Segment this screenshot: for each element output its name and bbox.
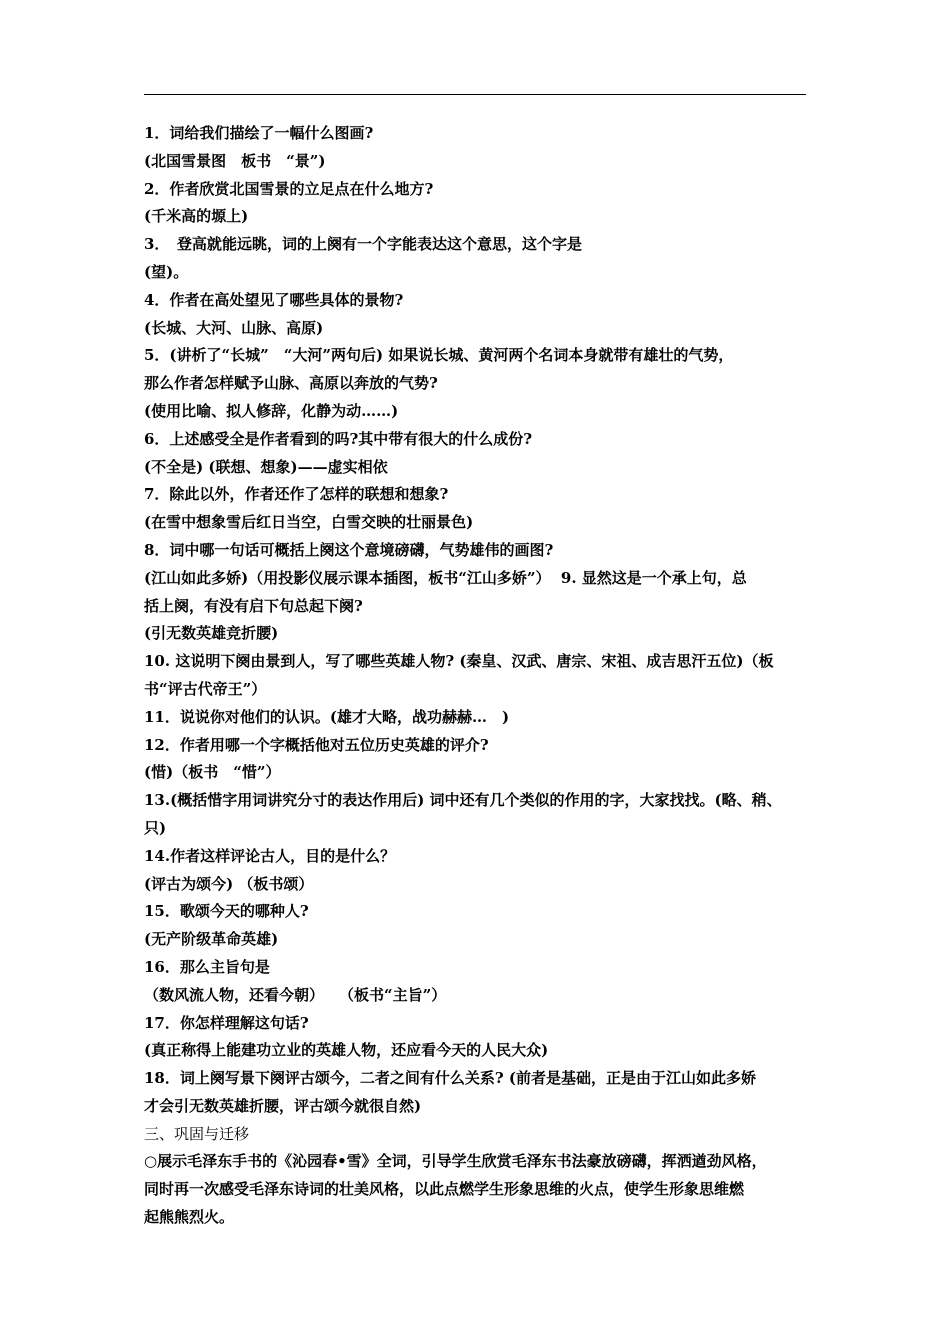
- text-line: (江山如此多娇)（用投影仪展示课本插图，板书“江山多娇”） 9. 显然这是一个承上句，总: [144, 568, 747, 587]
- text-line: (不全是) (联想、想象)——虚实相依: [144, 457, 388, 476]
- text-line: (评古为颂今) （板书颂）: [144, 874, 314, 893]
- text-line: 8．词中哪一句话可概括上阕这个意境磅礴，气势雄伟的画图?: [144, 540, 554, 559]
- text-line: 11．说说你对他们的认识。(雄才大略，战功赫赫… ): [144, 707, 510, 726]
- text-line: 6．上述感受全是作者看到的吗?其中带有很大的什么成份?: [144, 429, 533, 448]
- text-line: (引无数英雄竞折腰): [144, 624, 279, 643]
- text-line: (无产阶级革命英雄): [144, 930, 279, 949]
- text-line: 17．你怎样理解这句话?: [144, 1013, 309, 1032]
- text-line: 12．作者用哪一个字概括他对五位历史英雄的评介?: [144, 735, 489, 754]
- text-line: (长城、大河、山脉、高原): [144, 318, 324, 337]
- text-line: 7．除此以外，作者还作了怎样的联想和想象?: [144, 485, 449, 504]
- text-line: 10. 这说明下阕由景到人，写了哪些英雄人物? (秦皇、汉武、唐宗、宋祖、成吉思汗五位)（板: [144, 652, 774, 671]
- text-line: 书“评古代帝王”）: [144, 679, 267, 698]
- text-line: 三、巩固与迁移: [144, 1124, 250, 1143]
- text-line: 5．(讲析了“长城” “大河”两句后) 如果说长城、黄河两个名词本身就带有雄壮的气势，: [144, 346, 734, 365]
- text-line: 同时再一次感受毛泽东诗词的壮美风格，以此点燃学生形象思维的火点，使学生形象思维燃: [144, 1180, 745, 1199]
- text-line: 那么作者怎样赋予山脉、高原以奔放的气势?: [144, 374, 438, 393]
- text-line: 只): [144, 818, 167, 837]
- text-line: 2．作者欣赏北国雪景的立足点在什么地方?: [144, 179, 434, 198]
- text-line: (真正称得上能建功立业的英雄人物，还应看今天的人民大众): [144, 1041, 549, 1060]
- header-rule: [144, 94, 806, 95]
- text-line: (千米高的塬上): [144, 207, 249, 226]
- text-line: 才会引无数英雄折腰，评古颂今就很自然): [144, 1096, 422, 1115]
- text-line: 起熊熊烈火。: [144, 1208, 235, 1227]
- text-line: 13.(概括惜字用词讲究分寸的表达作用后) 词中还有几个类似的作用的字，大家找找。(略、稍、: [144, 791, 782, 810]
- text-line: 括上阕，有没有启下句总起下阕?: [144, 596, 363, 615]
- document-body: [144, 120, 824, 1232]
- text-line: 15．歌颂今天的哪种人?: [144, 902, 309, 921]
- text-line: 14.作者这样评论古人，目的是什么？: [144, 846, 396, 865]
- text-line: (在雪中想象雪后红日当空，白雪交映的壮丽景色): [144, 513, 474, 532]
- text-line: (惜)（板书 “惜”）: [144, 763, 281, 782]
- text-line: ○展示毛泽东手书的《沁园春•雪》全词，引导学生欣赏毛泽东书法豪放磅礴，挥洒遒劲风格，: [144, 1152, 767, 1171]
- text-line: 1．词给我们描绘了一幅什么图画?: [144, 124, 374, 142]
- text-line: 3． 登高就能远眺，词的上阕有一个字能表达这个意思，这个字是: [144, 235, 582, 254]
- text-line: (北国雪景图 板书 “景”): [144, 151, 326, 170]
- text-line: (使用比喻、拟人修辞，化静为动……): [144, 401, 399, 420]
- text-line: (望)。: [144, 262, 189, 281]
- text-line: 18．词上阕写景下阕评古颂今，二者之间有什么关系? (前者是基础，正是由于江山如此多娇: [144, 1069, 756, 1088]
- text-line: 4．作者在高处望见了哪些具体的景物?: [144, 290, 404, 309]
- text-line: （数风流人物，还看今朝） （板书“主旨”）: [144, 985, 447, 1004]
- text-line: 16．那么主旨句是: [144, 957, 270, 976]
